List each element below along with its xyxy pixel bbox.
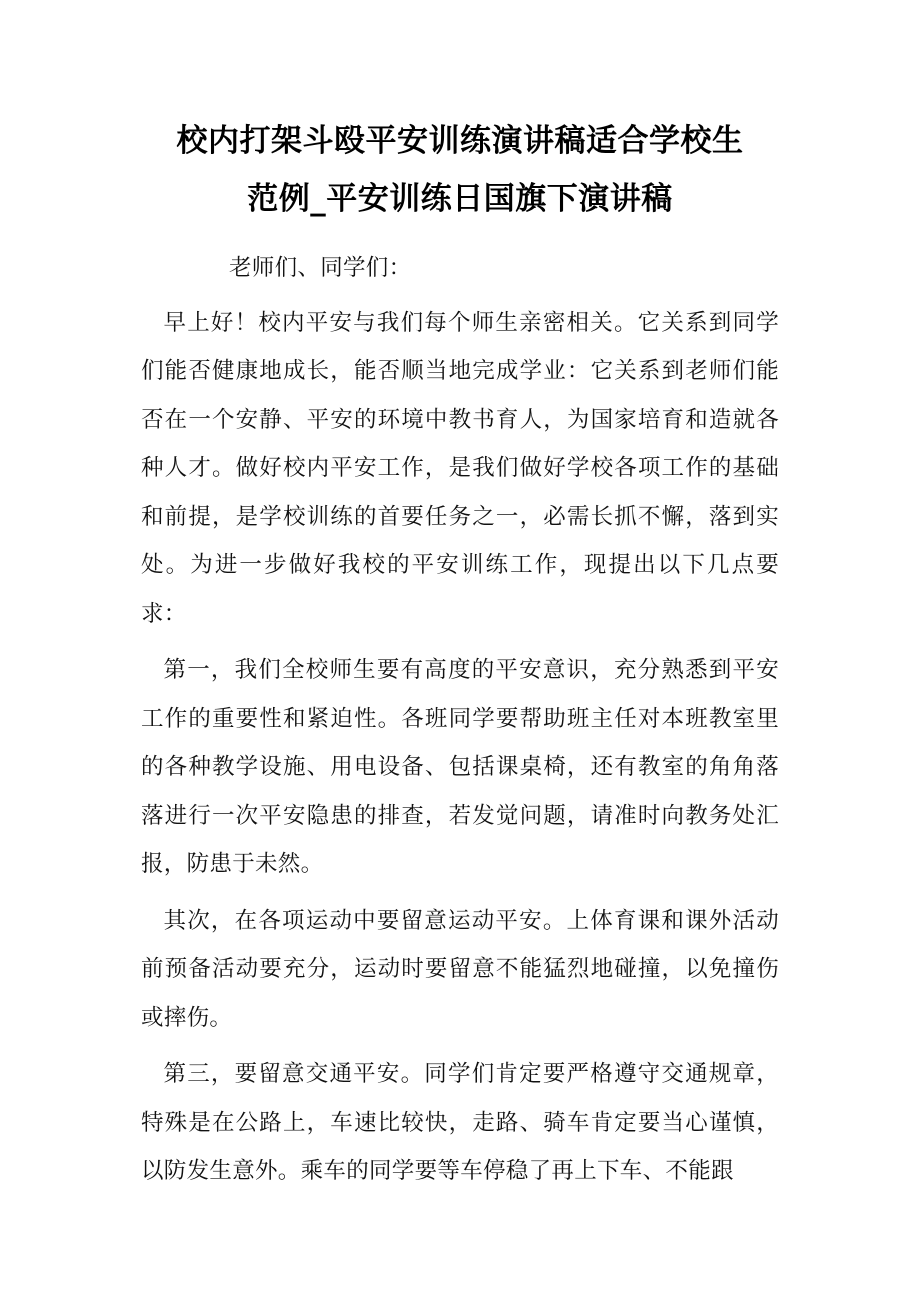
paragraph-third-point: 第三，要留意交通平安。同学们肯定要严格遵守交通规章，特殊是在公路上，车速比较快，走路、骑车肯定要当心谨慎，以防发生意外。乘车的同学要等车停稳了再上下车、不能跟 [141, 1061, 779, 1184]
paragraph-greeting: 早上好！校内平安与我们每个师生亲密相关。它关系到同学们能否健康地成长，能否顺当地完成学业：它关系到老师们能否在一个安静、平安的环境中教书育人，为国家培育和造就各种人才。做好校内平安工作，是我们做好学校各项工作的基础和前提，是学校训练的首要任务之一，必需长抓不懈，落到实处。为进一步做好我校的平安训练工作，现提出以下几点要求： [141, 309, 779, 627]
paragraph-second-point: 其次，在各项运动中要留意运动平安。上体育课和课外活动前预备活动要充分，运动时要留意不能猛烈地碰撞，以免撞伤或摔伤。 [141, 907, 779, 1031]
document-title [141, 112, 779, 228]
salutation: 老师们、同学们： [229, 255, 412, 281]
title-line-1: 校内打架斗殴平安训练演讲稿适合学校生 [176, 123, 744, 159]
title-line-2: 范例_平安训练日国旗下演讲稿 [247, 181, 673, 217]
document-body [141, 244, 779, 1196]
paragraph-first-point: 第一，我们全校师生要有高度的平安意识，充分熟悉到平安工作的重要性和紧迫性。各班同学要帮助班主任对本班教室里的各种教学设施、用电设备、包括课桌椅，还有教室的角角落落进行一次平安隐患的排查，若发觉问题，请准时向教务处汇报，防患于未然。 [141, 657, 779, 877]
